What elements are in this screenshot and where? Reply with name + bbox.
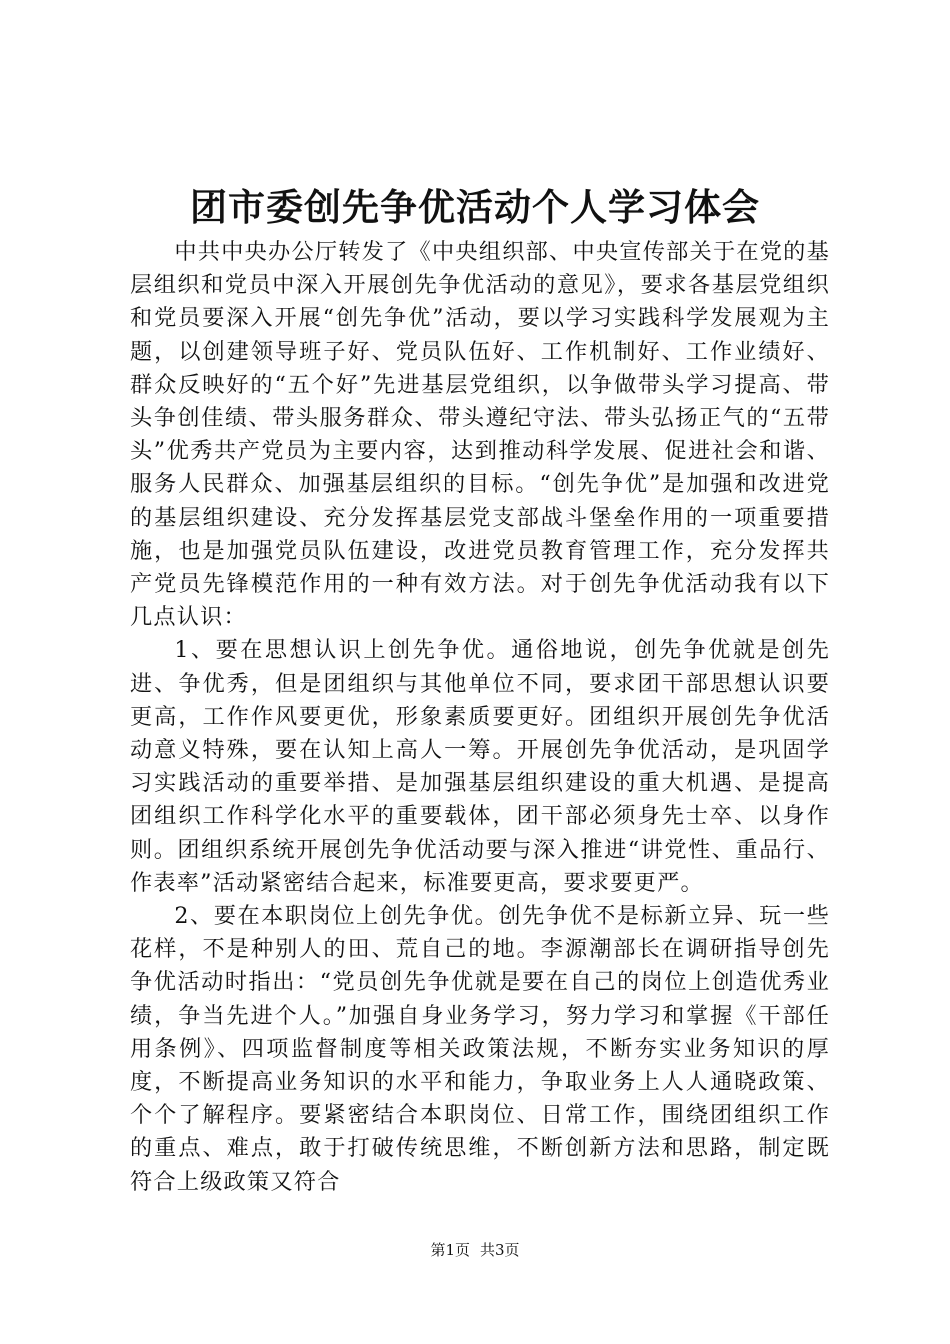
- document-title: 团市委创先争优活动个人学习体会: [190, 186, 760, 229]
- document-body: [130, 236, 830, 1199]
- paragraph-intro: 中共中央办公厅转发了《中央组织部、中央宣传部关于在党的基层组织和党员中深入开展创先争优活动的意见》，要求各基层党组织和党员要深入开展“创先争优”活动，要以学习实践科学发展观为主题，以创建领导班子好、党员队伍好、工作机制好、工作业绩好、群众反映好的“五个好”先进基层党组织，以争做带头学习提高、带头争创佳绩、带头服务群众、带头遵纪守法、带头弘扬正气的“五带头”优秀共产党员为主要内容，达到推动科学发展、促进社会和谐、服务人民群众、加强基层组织的目标。“创先争优”是加强和改进党的基层组织建设、充分发挥基层党支部战斗堡垒作用的一项重要措施，也是加强党员队伍建设，改进党员教育管理工作，充分发挥共产党员先锋模范作用的一种有效方法。对于创先争优活动我有以下几点认识：: [130, 239, 830, 631]
- paragraph-point-2: 2、要在本职岗位上创先争优。创先争优不是标新立异、玩一些花样，不是种别人的田、荒自己的地。李源潮部长在调研指导创先争优活动时指出：“党员创先争优就是要在自己的岗位上创造优秀业绩，争当先进个人。”加强自身业务学习，努力学习和掌握《干部任用条例》、四项监督制度等相关政策法规，不断夯实业务知识的厚度，不断提高业务知识的水平和能力，争取业务上人人通晓政策、个个了解程序。要紧密结合本职岗位、日常工作，围绕团组织工作的重点、难点，敢于打破传统思维，不断创新方法和思路，制定既符合上级政策又符合: [130, 903, 830, 1195]
- page-footer: [0, 1240, 950, 1260]
- page-total: 共3页: [480, 1241, 520, 1259]
- page-number: 第1页: [430, 1241, 470, 1259]
- paragraph-point-1: 1、要在思想认识上创先争优。通俗地说，创先争优就是创先进、争优秀，但是团组织与其他单位不同，要求团干部思想认识要更高，工作作风要更优，形象素质要更好。团组织开展创先争优活动意义特殊，要在认知上高人一筹。开展创先争优活动，是巩固学习实践活动的重要举措、是加强基层组织建设的重大机遇、是提高团组织工作科学化水平的重要载体，团干部必须身先士卒、以身作则。团组织系统开展创先争优活动要与深入推进“讲党性、重品行、作表率”活动紧密结合起来，标准要更高，要求要更严。: [130, 637, 830, 896]
